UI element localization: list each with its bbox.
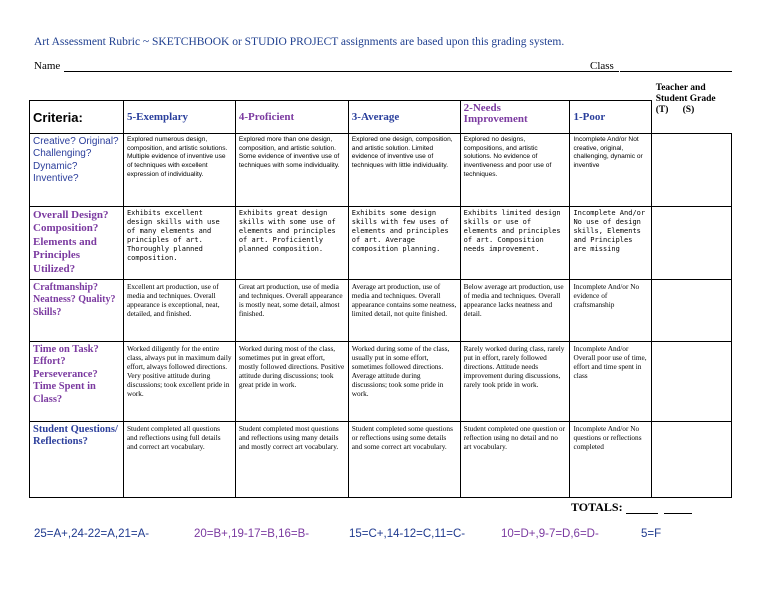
level-header-3: 3-Average — [348, 101, 460, 134]
cell-design-1: Incomplete And/or No use of design skills, Elements and Principles are missing — [570, 207, 651, 280]
cell-craftsmanship-2: Below average art production, use of media and techniques. Overall appearance lacks neatness and detail. — [460, 280, 570, 342]
scale-a: 25=A+,24-22=A,21=A- — [34, 528, 150, 540]
rubric-title: Art Assessment Rubric ~ SKETCHBOOK or STUDIO PROJECT assignments are based upon this grading system. — [34, 36, 565, 48]
cell-effort-4: Worked during most of the class, sometimes put in great effort, mostly followed directions. Positive attitude during discussions; took great pride in work. — [235, 342, 348, 422]
name-field[interactable] — [64, 71, 619, 72]
grade-header-columns: (T) (S) — [655, 104, 695, 115]
cell-creativity-4: Explored more than one design, composition, and artistic solution. Some evidence of inventive use of techniques with some individuality. — [235, 134, 348, 207]
scale-f: 5=F — [641, 528, 662, 540]
name-label: Name — [34, 60, 61, 72]
rubric-row-reflection — [30, 422, 732, 498]
rubric-row-creativity — [30, 134, 732, 207]
cell-reflection-2: Student completed one question or reflection using no detail and no art vocabulary. — [460, 422, 570, 498]
cell-design-5: Exhibits excellent design skills with use of many elements and principles of art. Thoroughly planned composition. — [123, 207, 235, 280]
scale-d: 10=D+,9-7=D,6=D- — [501, 528, 599, 540]
level-header-1: 1-Poor — [570, 101, 651, 134]
cell-creativity-2: Explored no designs, compositions, and artistic solutions. No evidence of inventiveness and poor use of techniques. — [460, 134, 570, 207]
scale-b: 20=B+,19-17=B,16=B- — [194, 528, 310, 540]
grade-cell-reflection[interactable] — [651, 422, 731, 498]
cell-effort-5: Worked diligently for the entire class, always put in maximum daily effort, always followed directions. Very positive attitude during discussions; took excellent pride in work. — [123, 342, 235, 422]
scale-c: 15=C+,14-12=C,11=C- — [349, 528, 466, 540]
cell-effort-1: Incomplete And/or Overall poor use of time, effort and time spent in class — [570, 342, 651, 422]
grade-header-title: Teacher and Student Grade — [655, 82, 716, 104]
cell-craftsmanship-3: Average art production, use of media and techniques. Overall appearance contains some neatness, limited detail, not quite finished. — [348, 280, 460, 342]
cell-craftsmanship-1: Incomplete And/or No evidence of craftsmanship — [570, 280, 651, 342]
cell-effort-3: Worked during some of the class, usually put in some effort, sometimes followed directions. Average attitude during discussions; took some pride in work. — [348, 342, 460, 422]
criteria-effort: Time on Task? Effort? Perseverance? Time Spent in Class? — [30, 342, 124, 422]
cell-reflection-3: Student completed some questions or reflections using some details and some correct art vocabulary. — [348, 422, 460, 498]
totals-label: TOTALS: — [571, 500, 623, 514]
rubric-row-effort — [30, 342, 732, 422]
cell-reflection-5: Student completed all questions and reflections using full details and correct art vocabulary. — [123, 422, 235, 498]
criteria-design: Overall Design? Composition? Elements and Principles Utilized? — [30, 207, 124, 280]
rubric-row-design — [30, 207, 732, 280]
grade-cell-craftsmanship[interactable] — [651, 280, 731, 342]
rubric-table — [29, 82, 732, 498]
header-row — [30, 101, 732, 134]
cell-creativity-3: Explored one design, composition, and artistic solution. Limited evidence of inventive use of techniques with little individuality. — [348, 134, 460, 207]
class-label: Class — [590, 60, 614, 72]
cell-craftsmanship-4: Great art production, use of media and techniques. Overall appearance is mostly neat, some detail, almost finished. — [235, 280, 348, 342]
cell-creativity-1: Incomplete And/or Not creative, original, challenging, dynamic or inventive — [570, 134, 651, 207]
cell-creativity-5: Explored numerous design, composition, and artistic solutions. Multiple evidence of inventive use of techniques with excellent expression of individuality. — [123, 134, 235, 207]
totals — [571, 500, 623, 515]
level-header-4: 4-Proficient — [235, 101, 348, 134]
cell-design-3: Exhibits some design skills with few uses of elements and principles of art. Average composition planning. — [348, 207, 460, 280]
cell-design-2: Exhibits limited design skills or use of elements and principles of art. Composition needs improvement. — [460, 207, 570, 280]
student-total-field[interactable] — [664, 513, 692, 514]
level-header-5: 5-Exemplary — [123, 101, 235, 134]
grade-cell-design[interactable] — [651, 207, 731, 280]
teacher-total-field[interactable] — [626, 513, 658, 514]
cell-craftsmanship-5: Excellent art production, use of media and techniques. Overall appearance is exceptional, neat, detailed, and finished. — [123, 280, 235, 342]
grade-header — [651, 82, 731, 134]
criteria-reflection: Student Questions/ Reflections? — [30, 422, 124, 498]
grade-cell-creativity[interactable] — [651, 134, 731, 207]
rubric-row-craftsmanship — [30, 280, 732, 342]
cell-effort-2: Rarely worked during class, rarely put in effort, rarely followed directions. Attitude needs improvement during discussions, rarely took pride in work. — [460, 342, 570, 422]
cell-design-4: Exhibits great design skills with some use of elements and principles of art. Proficiently planned composition. — [235, 207, 348, 280]
cell-reflection-1: Incomplete And/or No questions or reflections completed — [570, 422, 651, 498]
cell-reflection-4: Student completed most questions and reflections using many details and mostly correct art vocabulary. — [235, 422, 348, 498]
class-field[interactable] — [620, 71, 732, 72]
criteria-header: Criteria: — [30, 101, 124, 134]
criteria-craftsmanship: Craftmanship? Neatness? Quality? Skills? — [30, 280, 124, 342]
level-header-2: 2-Needs Improvement — [460, 101, 570, 134]
criteria-creativity: Creative? Original? Challenging? Dynamic? Inventive? — [30, 134, 124, 207]
grade-cell-effort[interactable] — [651, 342, 731, 422]
